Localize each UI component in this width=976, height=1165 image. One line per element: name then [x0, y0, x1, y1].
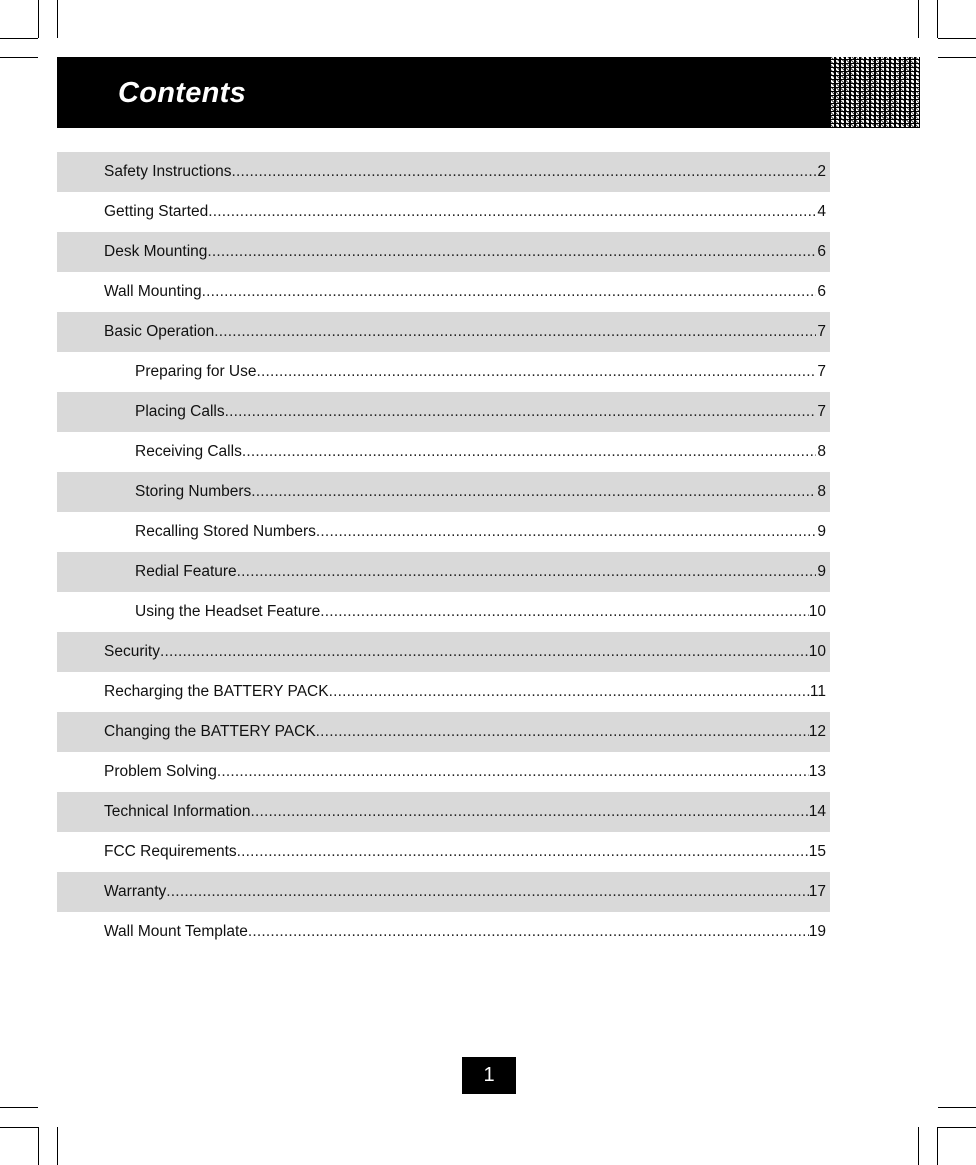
- crop-mark: [938, 38, 976, 39]
- dot-leader: [202, 283, 816, 301]
- toc-entry-page: 7: [817, 403, 826, 420]
- toc-entry[interactable]: [57, 552, 830, 592]
- crop-mark: [57, 0, 58, 38]
- crop-mark: [38, 0, 39, 38]
- registration-pattern: [829, 57, 920, 128]
- dot-leader: [316, 723, 809, 741]
- toc-entry-page: 9: [817, 563, 826, 580]
- toc-entry[interactable]: [57, 352, 830, 392]
- toc-entry-page: 10: [808, 643, 826, 660]
- toc-entry[interactable]: [57, 272, 830, 312]
- toc-entry[interactable]: [57, 472, 830, 512]
- dot-leader: [237, 563, 816, 581]
- toc-entry-title: Storing Numbers: [135, 483, 252, 500]
- toc-entry[interactable]: [57, 712, 830, 752]
- toc-entry[interactable]: [57, 432, 830, 472]
- toc-entry[interactable]: [57, 752, 830, 792]
- toc-entry-title: FCC Requirements: [104, 843, 237, 860]
- toc-entry-title: Recharging the BATTERY PACK: [104, 683, 329, 700]
- dot-leader: [242, 443, 816, 461]
- crop-mark: [38, 1127, 39, 1165]
- toc-entry-title: Preparing for Use: [135, 363, 257, 380]
- dot-leader: [225, 403, 816, 421]
- toc-entry-title: Recalling Stored Numbers: [135, 523, 316, 540]
- toc-entry-page: 15: [808, 843, 826, 860]
- toc-entry-title: Redial Feature: [135, 563, 237, 580]
- toc-entry-page: 9: [817, 523, 826, 540]
- dot-leader: [248, 923, 809, 941]
- toc-entry-title: Getting Started: [104, 203, 209, 220]
- toc-entry[interactable]: [57, 672, 830, 712]
- dot-leader: [251, 483, 816, 501]
- dot-leader: [316, 523, 816, 541]
- toc-entry-page: 4: [817, 203, 826, 220]
- toc-entry[interactable]: [57, 632, 830, 672]
- toc-entry-page: 13: [808, 763, 826, 780]
- crop-mark: [938, 1127, 976, 1128]
- toc-entry-title: Technical Information: [104, 803, 251, 820]
- dot-leader: [320, 603, 809, 621]
- crop-mark: [57, 1127, 58, 1165]
- dot-leader: [207, 243, 816, 261]
- toc-entry-page: 6: [817, 283, 826, 300]
- dot-leader: [232, 163, 816, 181]
- toc-entry[interactable]: [57, 152, 830, 192]
- toc-entry-page: 8: [817, 483, 826, 500]
- toc-entry-title: Wall Mounting: [104, 283, 202, 300]
- crop-mark: [0, 38, 38, 39]
- toc-entry-title: Changing the BATTERY PACK: [104, 723, 316, 740]
- toc-entry-page: 12: [808, 723, 826, 740]
- toc-entry[interactable]: [57, 912, 830, 952]
- toc-entry-title: Receiving Calls: [135, 443, 242, 460]
- toc-entry[interactable]: [57, 192, 830, 232]
- toc-entry-page: 8: [817, 443, 826, 460]
- toc-entry[interactable]: [57, 872, 830, 912]
- crop-mark: [0, 57, 38, 58]
- toc-entry-title: Wall Mount Template: [104, 923, 248, 940]
- toc-entry-title: Problem Solving: [104, 763, 217, 780]
- page-title: Contents: [118, 77, 247, 109]
- toc-entry-page: 7: [817, 363, 826, 380]
- toc-entry-title: Basic Operation: [104, 323, 215, 340]
- dot-leader: [256, 363, 816, 381]
- toc-entry-page: 17: [808, 883, 826, 900]
- toc-entry-page: 6: [817, 243, 826, 260]
- toc-entry[interactable]: [57, 792, 830, 832]
- crop-mark: [0, 1107, 38, 1108]
- toc-entry-page: 14: [808, 803, 826, 820]
- crop-mark: [0, 1127, 38, 1128]
- crop-mark: [918, 1127, 919, 1165]
- crop-mark: [938, 57, 976, 58]
- toc-entry[interactable]: [57, 512, 830, 552]
- toc-entry-title: Warranty: [104, 883, 167, 900]
- toc-entry-title: Security: [104, 643, 160, 660]
- toc-entry-title: Safety Instructions: [104, 163, 232, 180]
- toc-entry-title: Placing Calls: [135, 403, 225, 420]
- crop-mark: [918, 0, 919, 38]
- table-of-contents: [57, 152, 830, 952]
- toc-entry[interactable]: [57, 392, 830, 432]
- dot-leader: [160, 643, 809, 661]
- page-number: 1: [462, 1057, 516, 1094]
- header-bar: [57, 57, 830, 128]
- dot-leader: [208, 203, 816, 221]
- crop-mark: [938, 1107, 976, 1108]
- dot-leader: [166, 883, 808, 901]
- toc-entry-page: 19: [808, 923, 826, 940]
- crop-mark: [937, 1127, 938, 1165]
- toc-entry[interactable]: [57, 232, 830, 272]
- toc-entry-title: Desk Mounting: [104, 243, 208, 260]
- toc-entry-page: 10: [808, 603, 826, 620]
- dot-leader: [214, 323, 816, 341]
- toc-entry[interactable]: [57, 592, 830, 632]
- dot-leader: [250, 803, 808, 821]
- toc-entry[interactable]: [57, 312, 830, 352]
- toc-entry-page: 7: [817, 323, 826, 340]
- toc-entry-page: 2: [817, 163, 826, 180]
- toc-entry-page: 11: [809, 683, 826, 700]
- toc-entry[interactable]: [57, 832, 830, 872]
- dot-leader: [237, 843, 809, 861]
- toc-entry-title: Using the Headset Feature: [135, 603, 321, 620]
- crop-mark: [937, 0, 938, 38]
- dot-leader: [329, 683, 810, 701]
- dot-leader: [217, 763, 809, 781]
